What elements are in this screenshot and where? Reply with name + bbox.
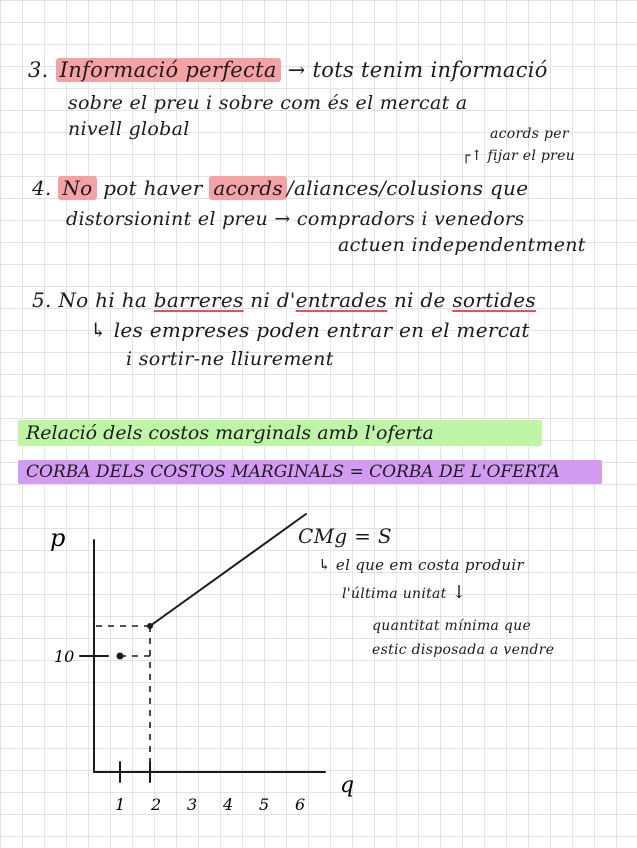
xtick-label-4: 4 [223, 795, 234, 814]
point5-line2: ↳ les empreses poden entrar en el mercat [90, 318, 530, 342]
xtick-label-3: 3 [187, 795, 198, 814]
point3-number: 3. [28, 58, 49, 82]
supply-curve-graph [40, 510, 360, 820]
point5-text-e: ni de [393, 288, 446, 312]
x-axis-label: q [340, 773, 355, 798]
point3-line1 [28, 58, 548, 82]
cmg-curve [150, 514, 306, 626]
point5-barreres: barreres [153, 288, 244, 312]
point5-entrades: entrades [295, 288, 388, 312]
xtick-label-6: 6 [295, 795, 306, 814]
heading-relacio: Relació dels costos marginals amb l'oferta [18, 420, 542, 446]
point5-sortides: sortides [452, 288, 536, 312]
point5-line3: i sortir-ne lliurement [126, 348, 334, 370]
curve-label: CMg = S [298, 524, 392, 548]
point4-number: 4. [32, 176, 52, 200]
point5-number: 5. [32, 288, 52, 312]
xtick-label-1: 1 [115, 795, 126, 814]
point4-line3: actuen independentment [338, 234, 586, 256]
point3-aside1: acords per [490, 126, 569, 142]
point3-aside2: ┌↑ fijar el preu [462, 148, 576, 164]
point4-line2: distorsionint el preu → compradors i venedors [66, 208, 525, 230]
point3-line2: sobre el preu i sobre com és el mercat a [68, 92, 468, 114]
point4-line1 [32, 176, 528, 200]
xtick-label-2: 2 [151, 795, 162, 814]
point3-rest: → tots tenim informació [287, 58, 548, 82]
y-axis-label: p [50, 524, 66, 552]
point4-mid: pot haver [103, 176, 203, 200]
point3-term: Informació perfecta [56, 58, 281, 82]
point5-text-c: ni d' [250, 288, 296, 312]
ytick-10-label: 10 [54, 647, 75, 666]
graph-note1: ↳ el que em costa produir [318, 556, 524, 574]
point4-term-no: No [58, 176, 96, 200]
point-1-10 [117, 653, 124, 660]
point5-line1 [32, 288, 536, 312]
graph-note3: quantitat mínima que [372, 618, 532, 634]
point4-rest: /aliances/colusions que [286, 176, 529, 200]
xtick-label-5: 5 [259, 795, 270, 814]
point3-line3: nivell global [68, 118, 190, 140]
point4-term-acords: acords [209, 176, 287, 200]
point5-text-a: No hi ha [58, 288, 148, 312]
graph-note4: estic disposada a vendre [372, 642, 555, 658]
point-2-curve [147, 623, 153, 629]
heading-corba: CORBA DELS COSTOS MARGINALS = CORBA DE L'OFERTA [18, 460, 602, 484]
graph-note2: l'última unitat ↓ [342, 582, 467, 603]
